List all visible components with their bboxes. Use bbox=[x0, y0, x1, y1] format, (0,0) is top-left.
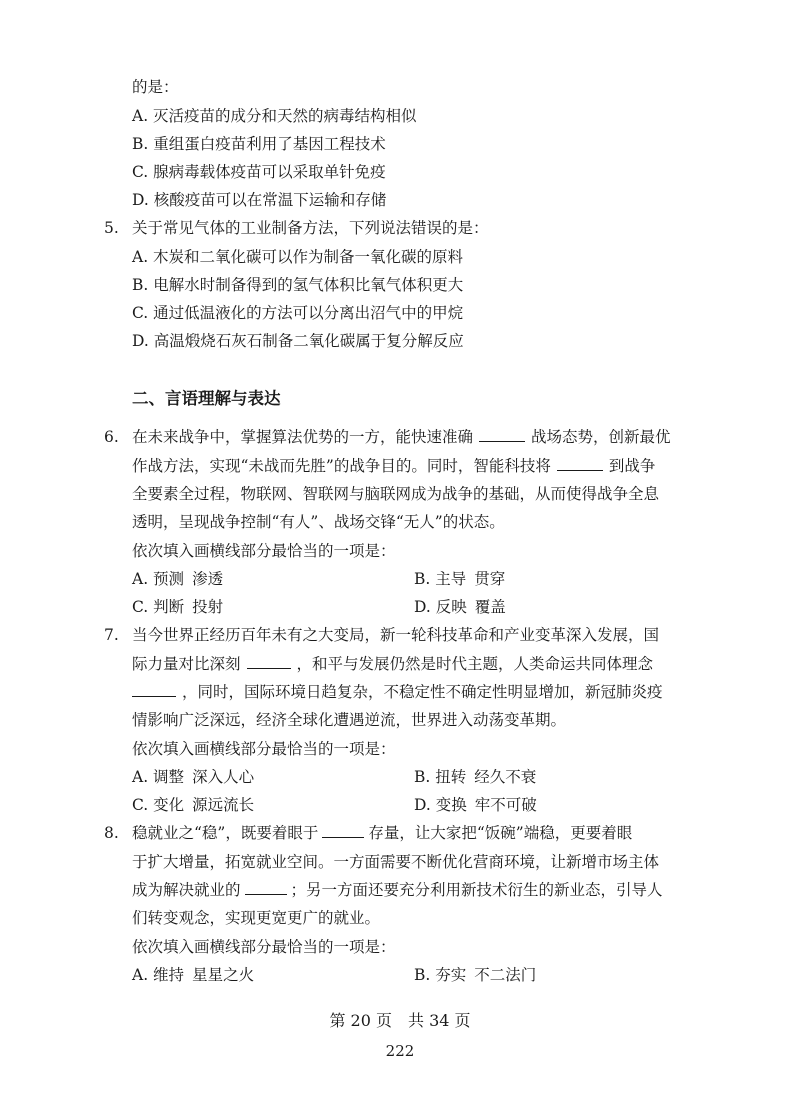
q8-stem-line-2: 于扩大增量，拓宽就业空间。一方面需要不断优化营商环境，让新增市场主体 bbox=[132, 853, 660, 871]
q7-blank-2 bbox=[132, 682, 176, 697]
q4-stem-continuation: 的是： bbox=[132, 78, 179, 96]
q5-option-c: C. 通过低温液化的方法可以分离出沼气中的甲烷 bbox=[132, 304, 464, 322]
q7-stem-line-3: ，同时，国际环境日趋复杂，不稳定性不确定性明显增加，新冠肺炎疫 bbox=[132, 681, 663, 703]
q7-stem-line-4: 情影响广泛深远，经济全球化遭遇逆流，世界进入动荡变革期。 bbox=[132, 711, 567, 729]
q7-blank-1 bbox=[247, 654, 291, 669]
q5-option-d: D. 高温煅烧石灰石制备二氧化碳属于复分解反应 bbox=[132, 332, 464, 350]
q8-option-a: A. 维持 星星之火 bbox=[132, 966, 255, 984]
q8-stem-line-3: 成为解决就业的 ；另一方面还要充分利用新技术衍生的新业态，引导人 bbox=[132, 881, 663, 899]
q6-blank-2 bbox=[557, 456, 603, 471]
q6-option-a: A. 预测 渗透 bbox=[132, 570, 224, 588]
q6-stem-line-2: 作战方法，实现“未战而先胜”的战争目的。同时，智能科技将 到战争 bbox=[132, 457, 656, 475]
q7-option-d: D. 变换 牢不可破 bbox=[414, 796, 537, 814]
q7-stem-line-2: 际力量对比深刻 ，和平与发展仍然是时代主题，人类命运共同体理念 bbox=[132, 655, 654, 673]
q7-prompt: 依次填入画横线部分最恰当的一项是： bbox=[132, 740, 396, 758]
q4-option-c: C. 腺病毒载体疫苗可以采取单针免疫 bbox=[132, 163, 386, 181]
q4-option-b: B. 重组蛋白疫苗利用了基因工程技术 bbox=[132, 135, 386, 153]
q7-option-b: B. 扭转 经久不衰 bbox=[414, 768, 537, 786]
q6-stem-line-1: 在未来战争中，掌握算法优势的一方，能快速准确 战场态势，创新最优 bbox=[132, 428, 671, 446]
q6-stem-line-4: 透明，呈现战争控制“有人”、战场交锋“无人”的状态。 bbox=[132, 513, 505, 531]
page-number: 222 bbox=[385, 1042, 415, 1060]
q6-blank-1 bbox=[479, 427, 525, 442]
page-footer-label: 第 20 页 共 34 页 bbox=[329, 1011, 471, 1030]
q6-option-b: B. 主导 贯穿 bbox=[414, 570, 506, 588]
q6-stem-line-3: 全要素全过程，物联网、智联网与脑联网成为战争的基础，从而使得战争全息 bbox=[132, 485, 660, 503]
q6-number: 6. bbox=[104, 428, 119, 446]
q8-number: 8. bbox=[104, 824, 119, 842]
q7-option-c: C. 变化 源远流长 bbox=[132, 796, 255, 814]
q8-blank-1 bbox=[322, 823, 364, 838]
q8-stem-line-4: 们转变观念，实现更宽更广的就业。 bbox=[132, 909, 381, 927]
q5-number: 5. bbox=[104, 219, 119, 237]
q7-number: 7. bbox=[104, 626, 119, 644]
q8-stem-line-1: 稳就业之“稳”，既要着眼于 存量，让大家把“饭碗”端稳，更要着眼 bbox=[132, 824, 633, 842]
q5-option-b: B. 电解水时制备得到的氢气体积比氧气体积更大 bbox=[132, 276, 464, 294]
q8-option-b: B. 夯实 不二法门 bbox=[414, 966, 537, 984]
q8-prompt: 依次填入画横线部分最恰当的一项是： bbox=[132, 938, 396, 956]
q4-option-d: D. 核酸疫苗可以在常温下运输和存储 bbox=[132, 191, 387, 209]
q4-option-a: A. 灭活疫苗的成分和天然的病毒结构相似 bbox=[132, 107, 417, 125]
q5-stem: 关于常见气体的工业制备方法，下列说法错误的是： bbox=[132, 219, 489, 237]
q5-option-a: A. 木炭和二氧化碳可以作为制备一氧化碳的原料 bbox=[132, 248, 464, 266]
section-heading: 二、言语理解与表达 bbox=[132, 389, 281, 408]
q7-stem-line-1: 当今世界正经历百年未有之大变局，新一轮科技革命和产业变革深入发展，国 bbox=[132, 626, 660, 644]
q6-prompt: 依次填入画横线部分最恰当的一项是： bbox=[132, 542, 396, 560]
q8-blank-2 bbox=[245, 880, 287, 895]
q7-option-a: A. 调整 深入人心 bbox=[132, 768, 255, 786]
q6-option-d: D. 反映 覆盖 bbox=[414, 598, 506, 616]
q6-option-c: C. 判断 投射 bbox=[132, 598, 224, 616]
